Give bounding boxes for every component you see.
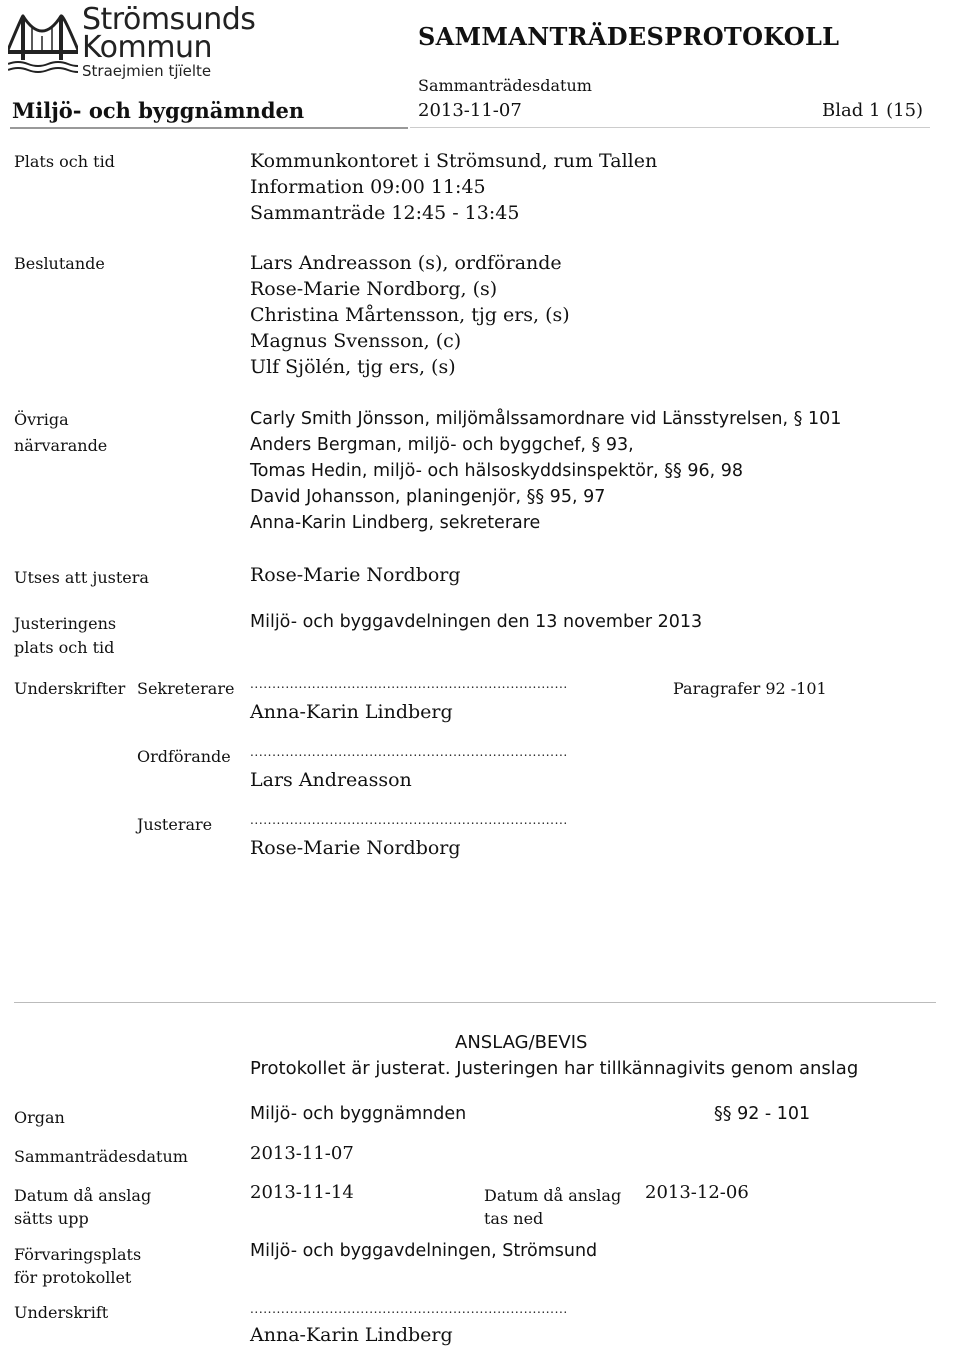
place-line: Information 09:00 11:45 [250, 176, 486, 198]
notice-subtitle: Protokollet är justerat. Justeringen har tillkännagivits genom anslag [250, 1058, 859, 1079]
deciding-members [250, 250, 570, 380]
notice-title: ANSLAG/BEVIS [455, 1032, 588, 1053]
signature-label: Underskrift [14, 1303, 109, 1322]
notice-signature-line: ........................................................................ [250, 1302, 568, 1316]
removed-label-line1: Datum då anslag [484, 1186, 622, 1205]
adjuster-signature-name: Rose-Marie Nordborg [250, 837, 461, 859]
posted-label-line1: Datum då anslag [14, 1186, 152, 1205]
storage-value: Miljö- och byggavdelningen, Strömsund [250, 1241, 598, 1261]
place-line: Kommunkontoret i Strömsund, rum Tallen [250, 150, 658, 172]
deciding-label: Beslutande [14, 254, 105, 273]
chair-name: Lars Andreasson [250, 769, 412, 791]
storage-label-line2: för protokollet [14, 1268, 132, 1287]
signature-line: ........................................................................ [250, 677, 568, 691]
date-value: 2013-11-07 [418, 100, 522, 121]
other-person: Anna-Karin Lindberg, sekreterare [250, 513, 541, 533]
adjuster-label: Utses att justera [14, 568, 149, 587]
others-label-line2: närvarande [14, 436, 108, 455]
bridge-icon [8, 6, 78, 76]
municipality-logo [8, 2, 256, 86]
logo-name-line2: Kommun [82, 30, 213, 65]
other-person: Tomas Hedin, miljö- och hälsoskyddsinspektör, §§ 96, 98 [250, 461, 744, 481]
adjust-place-value: Miljö- och byggavdelningen den 13 november 2013 [250, 612, 703, 632]
other-person: David Johansson, planingenjör, §§ 95, 97 [250, 487, 606, 507]
role-chair: Ordförande [137, 747, 231, 766]
paragraphs-range: Paragrafer 92 -101 [673, 679, 827, 698]
member: Rose-Marie Nordborg, (s) [250, 278, 498, 300]
signature-line: ........................................................................ [250, 813, 568, 827]
logo-name-line1: Strömsunds [82, 2, 256, 37]
page-info: Blad 1 (15) [822, 100, 924, 121]
signature-line: ........................................................................ [250, 745, 568, 759]
place-line: Sammanträde 12:45 - 13:45 [250, 202, 520, 224]
posted-value: 2013-11-14 [250, 1182, 354, 1203]
document-type: SAMMANTRÄDESPROTOKOLL [418, 22, 840, 51]
signatures-label: Underskrifter [14, 679, 126, 698]
role-secretary: Sekreterare [137, 679, 235, 698]
notice-date-value: 2013-11-07 [250, 1143, 354, 1164]
date-label: Sammanträdesdatum [418, 76, 592, 95]
organ-value: Miljö- och byggnämnden [250, 1104, 467, 1124]
role-adjuster: Justerare [137, 815, 213, 834]
committee-name: Miljö- och byggnämnden [12, 98, 305, 123]
notice-signature-name: Anna-Karin Lindberg [250, 1324, 453, 1346]
others-label-line1: Övriga [14, 410, 69, 429]
member: Lars Andreasson (s), ordförande [250, 252, 562, 274]
logo-name-line3: Straejmien tjïelte [82, 62, 212, 80]
member: Christina Mårtensson, tjg ers, (s) [250, 304, 570, 326]
adjust-place-label-line2: plats och tid [14, 638, 115, 657]
organ-paragraphs: §§ 92 - 101 [714, 1104, 811, 1124]
posted-label-line2: sätts upp [14, 1209, 89, 1228]
secretary-name: Anna-Karin Lindberg [250, 701, 453, 723]
member: Magnus Svensson, (c) [250, 330, 462, 352]
member: Ulf Sjölén, tjg ers, (s) [250, 356, 456, 378]
header-divider [10, 127, 408, 129]
place-label: Plats och tid [14, 152, 115, 171]
organ-label: Organ [14, 1108, 65, 1127]
storage-label-line1: Förvaringsplats [14, 1245, 142, 1264]
removed-label-line2: tas ned [484, 1209, 544, 1228]
header-divider-right [410, 127, 930, 128]
place-lines [250, 148, 657, 226]
removed-value: 2013-12-06 [645, 1182, 749, 1203]
adjuster-name: Rose-Marie Nordborg [250, 564, 461, 586]
other-person: Carly Smith Jönsson, miljömålssamordnare vid Länsstyrelsen, § 101 [250, 409, 842, 429]
adjust-place-label-line1: Justeringens [14, 614, 117, 633]
notice-date-label: Sammanträdesdatum [14, 1147, 188, 1166]
notice-divider [14, 1002, 936, 1003]
others-present [250, 406, 841, 536]
other-person: Anders Bergman, miljö- och byggchef, § 93, [250, 435, 634, 455]
